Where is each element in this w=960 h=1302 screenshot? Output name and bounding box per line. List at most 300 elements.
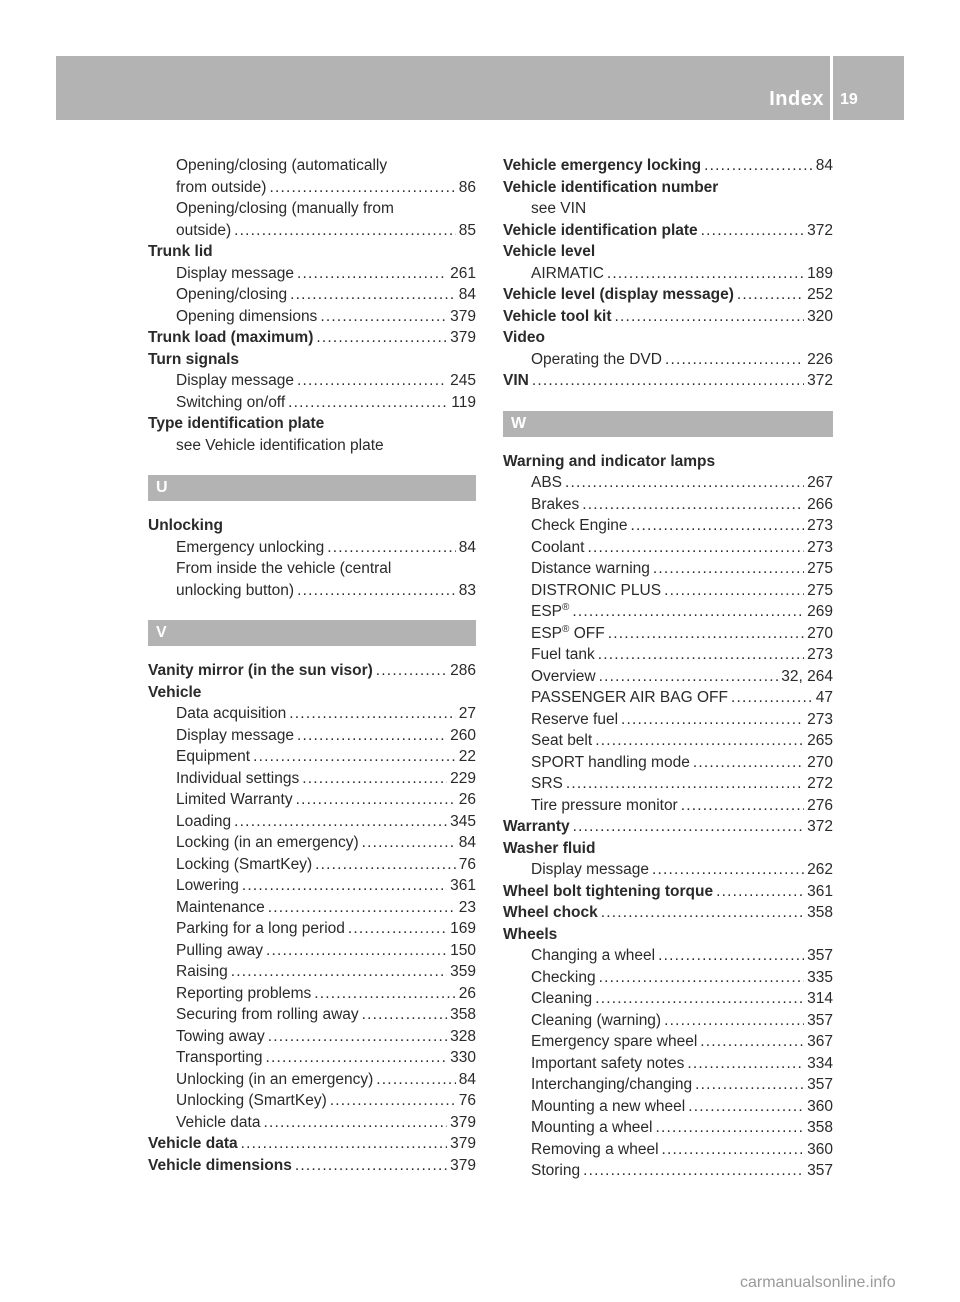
leader-dots (688, 1096, 804, 1118)
leader-dots (302, 768, 447, 790)
entry-label-text: Important safety notes (531, 1054, 685, 1072)
entry-label (531, 666, 596, 688)
page-reference[interactable]: 84 (458, 538, 476, 556)
leader-dots (532, 370, 804, 392)
entry-label (531, 1160, 580, 1182)
index-subentry[interactable] (148, 1004, 476, 1026)
page-reference[interactable]: 169 (450, 920, 476, 937)
leader-dots (348, 918, 447, 940)
index-subentry[interactable] (503, 988, 833, 1010)
entry-label (503, 838, 595, 860)
page-reference[interactable]: 360 (807, 1097, 833, 1115)
entry-label-text: Vehicle identification plate (503, 221, 698, 239)
index-subentry[interactable] (503, 623, 833, 645)
page-reference[interactable]: 330 (450, 1049, 476, 1066)
index-heading[interactable] (148, 660, 476, 682)
leader-dots (693, 752, 804, 774)
leader-dots (295, 1155, 447, 1177)
page-reference[interactable]: 275 (807, 560, 833, 577)
entry-label-text: ESP (531, 624, 563, 642)
leader-dots (731, 687, 813, 709)
index-subentry[interactable] (148, 811, 476, 833)
index-heading[interactable] (148, 413, 476, 435)
index-subentry[interactable] (148, 1026, 476, 1048)
entry-label-text: Storing (531, 1162, 581, 1179)
page-reference[interactable]: 335 (807, 968, 833, 986)
entry-label-text: outside) (176, 221, 232, 239)
entry-label-text: Brakes (531, 495, 580, 513)
index-heading[interactable] (148, 515, 476, 537)
entry-label (531, 730, 592, 752)
entry-label (176, 811, 231, 833)
page-reference[interactable]: 270 (807, 624, 833, 642)
entry-label (531, 263, 604, 285)
index-subentry[interactable] (503, 945, 833, 967)
index-subentry[interactable] (503, 709, 833, 731)
page-reference[interactable]: 273 (807, 538, 833, 556)
leader-dots (631, 515, 805, 537)
index-heading[interactable] (503, 838, 833, 860)
leader-dots (704, 155, 813, 177)
page-reference[interactable]: 273 (807, 517, 833, 534)
entry-label (176, 961, 228, 983)
page-reference[interactable]: 245 (450, 372, 476, 389)
index-subentry[interactable] (503, 198, 833, 220)
page-reference[interactable]: 361 (807, 882, 833, 900)
page-reference[interactable]: 286 (450, 662, 476, 679)
index-subentry[interactable] (503, 730, 833, 752)
page-reference[interactable]: 367 (807, 1033, 833, 1050)
page-reference[interactable]: 379 (450, 329, 476, 346)
index-subentry[interactable] (503, 752, 833, 774)
index-heading[interactable] (503, 155, 833, 177)
index-heading[interactable] (503, 924, 833, 946)
index-subentry[interactable] (148, 768, 476, 790)
page-reference[interactable]: 27 (458, 705, 476, 722)
entry-label-text: Checking (531, 968, 596, 986)
entry-label-text: ESP (531, 603, 563, 620)
page-reference[interactable]: 273 (807, 710, 833, 728)
index-subentry[interactable] (503, 580, 833, 602)
entry-label (503, 881, 713, 903)
leader-dots (314, 983, 455, 1005)
page-reference[interactable]: 372 (807, 372, 833, 389)
page-reference[interactable]: 26 (458, 791, 476, 808)
index-subentry[interactable] (503, 349, 833, 371)
page-reference[interactable]: 84 (815, 157, 833, 174)
index-subentry[interactable] (503, 644, 833, 666)
page-reference[interactable]: 26 (458, 984, 476, 1002)
leader-dots (253, 746, 456, 768)
entry-label (176, 580, 294, 602)
entry-label-text: Trunk load (maximum) (148, 329, 314, 346)
entry-label-text: ABS (531, 474, 563, 491)
page-reference[interactable]: 270 (807, 753, 833, 771)
page-reference[interactable]: 359 (450, 963, 476, 980)
index-subentry[interactable] (148, 940, 476, 962)
page-reference[interactable]: 84 (458, 834, 476, 851)
entry-label (531, 1010, 661, 1032)
leader-dots (662, 1139, 805, 1161)
index-subentry[interactable] (503, 795, 833, 817)
page-reference[interactable]: 358 (807, 904, 833, 921)
entry-label (531, 795, 678, 817)
entry-label-text: Raising (176, 963, 228, 980)
entry-label (531, 537, 584, 559)
entry-label-text: Lowering (176, 877, 239, 894)
entry-label-text: Mounting a new wheel (531, 1097, 686, 1115)
entry-label-text: from outside) (176, 178, 267, 196)
leader-dots (296, 789, 456, 811)
page-reference[interactable]: 47 (815, 689, 833, 706)
entry-label-text: Coolant (531, 538, 585, 556)
entry-label (531, 558, 650, 580)
index-subentry[interactable] (148, 875, 476, 897)
entry-label (176, 155, 387, 177)
page-reference[interactable]: 360 (807, 1140, 833, 1158)
index-subentry[interactable] (503, 1010, 833, 1032)
entry-label (176, 983, 311, 1005)
entry-label-text: Reserve fuel (531, 710, 619, 728)
index-subentry[interactable] (148, 918, 476, 940)
entry-label-text: Turn signals (148, 350, 240, 368)
entry-label (531, 1053, 684, 1075)
entry-label-text: From inside the vehicle (central (176, 560, 392, 577)
index-subentry[interactable] (148, 703, 476, 725)
leader-dots (587, 537, 804, 559)
entry-label-text: Video (503, 329, 545, 346)
page-reference[interactable]: 76 (458, 855, 476, 873)
index-subentry[interactable] (148, 537, 476, 559)
index-subentry[interactable] (503, 472, 833, 494)
entry-label-text: PASSENGER AIR BAG OFF (531, 689, 728, 706)
page-reference[interactable]: 189 (807, 264, 833, 282)
leader-dots (231, 961, 447, 983)
page-reference[interactable]: 275 (807, 581, 833, 599)
entry-label-text: Wheels (503, 925, 558, 943)
index-subentry[interactable] (148, 284, 476, 306)
page-reference[interactable]: 76 (458, 1092, 476, 1109)
index-subentry[interactable] (503, 859, 833, 881)
leader-dots (608, 623, 804, 645)
entry-label (148, 241, 213, 263)
index-subentry[interactable] (148, 177, 476, 199)
page-reference[interactable]: 252 (807, 286, 833, 303)
index-heading[interactable] (148, 241, 476, 263)
page-reference[interactable]: 372 (807, 221, 833, 239)
index-subentry[interactable] (148, 1090, 476, 1112)
entry-label-text: Limited Warranty (176, 791, 293, 808)
page-reference[interactable]: 273 (807, 646, 833, 663)
entry-label (531, 945, 655, 967)
index-heading[interactable] (503, 220, 833, 242)
entry-label-text: Vehicle emergency locking (503, 157, 702, 174)
entry-label (503, 327, 545, 349)
page-reference[interactable]: 320 (807, 307, 833, 325)
entry-label (503, 306, 612, 328)
leader-dots (737, 284, 804, 306)
index-subentry[interactable] (148, 854, 476, 876)
entry-label-text: Opening/closing (176, 286, 288, 303)
index-subentry[interactable] (148, 220, 476, 242)
entry-label-text: Type identification plate (148, 415, 325, 432)
page-reference[interactable]: 328 (450, 1027, 476, 1045)
entry-label-text: Switching on/off (176, 393, 286, 411)
index-subentry[interactable] (503, 666, 833, 688)
leader-dots (288, 392, 448, 414)
page-reference[interactable]: 372 (807, 818, 833, 835)
page-reference[interactable]: 357 (807, 947, 833, 964)
page-reference[interactable]: 334 (807, 1054, 833, 1072)
index-subentry[interactable] (503, 601, 833, 623)
entry-label-text: VIN (503, 372, 529, 389)
page-reference[interactable]: 357 (807, 1076, 833, 1093)
index-heading[interactable] (503, 370, 833, 392)
page-reference[interactable]: 23 (458, 898, 476, 916)
page-reference[interactable]: 83 (458, 581, 476, 599)
entry-label (176, 897, 265, 919)
page-reference[interactable]: 358 (450, 1006, 476, 1023)
leader-dots (607, 263, 804, 285)
entry-label (531, 1096, 685, 1118)
entry-label (176, 558, 391, 580)
index-subentry[interactable] (148, 580, 476, 602)
index-subentry[interactable] (148, 832, 476, 854)
index-subentry[interactable] (503, 1160, 833, 1182)
entry-label-text: Removing a wheel (531, 1140, 659, 1158)
entry-label-text: Vehicle data (176, 1113, 261, 1131)
index-heading[interactable] (503, 451, 833, 473)
leader-dots (598, 644, 804, 666)
index-subentry[interactable] (148, 1112, 476, 1134)
entry-label-text: Washer fluid (503, 839, 596, 857)
index-subentry[interactable] (148, 306, 476, 328)
leader-dots (664, 580, 804, 602)
page-reference[interactable]: 358 (807, 1119, 833, 1136)
entry-label-text: Distance warning (531, 560, 650, 577)
entry-label (176, 768, 299, 790)
page-reference[interactable]: 345 (450, 812, 476, 830)
index-subentry[interactable] (148, 725, 476, 747)
page-reference[interactable]: 379 (450, 1135, 476, 1152)
entry-label-text: AIRMATIC (531, 264, 604, 282)
index-subentry[interactable] (148, 1047, 476, 1069)
entry-label-text: Individual settings (176, 769, 300, 787)
leader-dots (265, 1047, 447, 1069)
leader-dots (599, 666, 779, 688)
leader-dots (687, 1053, 804, 1075)
entry-label (176, 940, 263, 962)
leader-dots (268, 1026, 447, 1048)
index-subentry[interactable] (503, 1117, 833, 1139)
entry-label-text: Vehicle level (display message) (503, 286, 734, 303)
page-reference[interactable]: 262 (807, 861, 833, 878)
leader-dots (601, 902, 804, 924)
index-subentry[interactable] (148, 155, 476, 177)
leader-dots (695, 1074, 804, 1096)
leader-dots (376, 660, 447, 682)
index-subentry[interactable] (503, 1096, 833, 1118)
leader-dots (681, 795, 804, 817)
entry-label (176, 918, 345, 940)
leader-dots (297, 263, 447, 285)
index-heading[interactable] (148, 682, 476, 704)
entry-label (176, 220, 231, 242)
index-subentry[interactable] (148, 370, 476, 392)
entry-label (148, 660, 373, 682)
leader-dots (362, 832, 456, 854)
entry-label (176, 1004, 359, 1026)
index-subentry[interactable] (148, 263, 476, 285)
entry-label-text: Data acquisition (176, 705, 287, 722)
leader-dots (330, 1090, 456, 1112)
index-subentry[interactable] (503, 773, 833, 795)
page-reference[interactable]: 357 (807, 1162, 833, 1179)
entry-label-text: Equipment (176, 748, 251, 765)
entry-label (531, 1117, 653, 1139)
page-reference[interactable]: 276 (807, 796, 833, 814)
entry-label (176, 746, 250, 768)
entry-label (148, 1155, 292, 1177)
index-heading[interactable] (503, 902, 833, 924)
entry-label (148, 349, 239, 371)
page-reference[interactable]: 229 (450, 769, 476, 787)
entry-label-text: Unlocking (SmartKey) (176, 1092, 327, 1109)
entry-label (148, 515, 223, 537)
index-subentry[interactable] (503, 515, 833, 537)
entry-label (531, 349, 662, 371)
index-subentry[interactable] (148, 558, 476, 580)
page-reference[interactable]: 86 (458, 178, 476, 196)
watermark: carmanualsonline.info (740, 1274, 896, 1291)
page-reference[interactable]: 361 (450, 877, 476, 894)
leader-dots (582, 494, 804, 516)
index-heading[interactable] (503, 327, 833, 349)
leader-dots (289, 703, 455, 725)
page-reference[interactable]: 379 (450, 1113, 476, 1131)
entry-label (531, 1031, 697, 1053)
page-reference[interactable]: 260 (450, 726, 476, 744)
index-subentry[interactable] (148, 392, 476, 414)
page-reference[interactable]: 314 (807, 990, 833, 1007)
entry-label (176, 832, 359, 854)
page-reference[interactable]: 272 (807, 775, 833, 792)
entry-label (176, 854, 312, 876)
entry-label-text: Transporting (176, 1049, 263, 1066)
index-subentry[interactable] (148, 897, 476, 919)
entry-label-text: Mounting a wheel (531, 1119, 653, 1136)
index-heading[interactable] (148, 327, 476, 349)
index-heading[interactable] (503, 816, 833, 838)
index-subentry[interactable] (503, 1074, 833, 1096)
entry-label-text: Warning and indicator lamps (503, 452, 716, 470)
index-heading[interactable] (148, 1133, 476, 1155)
index-heading[interactable] (503, 177, 833, 199)
page-reference[interactable]: 32, 264 (781, 667, 833, 685)
index-subentry[interactable] (148, 746, 476, 768)
page-reference[interactable]: 269 (807, 603, 833, 620)
leader-dots (572, 601, 804, 623)
leader-dots (595, 988, 804, 1010)
page-reference[interactable]: 84 (458, 1070, 476, 1088)
leader-dots (595, 730, 804, 752)
index-subentry[interactable] (148, 961, 476, 983)
entry-label (148, 682, 201, 704)
page-reference[interactable]: 22 (458, 748, 476, 765)
leader-dots (242, 875, 447, 897)
entry-label (531, 601, 569, 623)
index-subentry[interactable] (503, 967, 833, 989)
index-heading[interactable] (503, 306, 833, 328)
index-subentry[interactable] (148, 1069, 476, 1091)
entry-label-text: Unlocking (148, 517, 223, 534)
page-reference[interactable]: 266 (807, 495, 833, 513)
index-heading[interactable] (503, 881, 833, 903)
leader-dots (583, 1160, 804, 1182)
index-subentry[interactable] (148, 198, 476, 220)
entry-label (503, 816, 570, 838)
index-subentry[interactable] (148, 789, 476, 811)
index-column-left (148, 155, 476, 1176)
entry-label-text: Trunk lid (148, 243, 213, 260)
index-subentry[interactable] (503, 1053, 833, 1075)
page-reference[interactable]: 265 (807, 732, 833, 749)
leader-dots (573, 816, 805, 838)
entry-label-text: Securing from rolling away (176, 1006, 359, 1023)
index-heading[interactable] (503, 241, 833, 263)
index-heading[interactable] (148, 1155, 476, 1177)
page-reference[interactable]: 84 (458, 286, 476, 303)
index-subentry[interactable] (503, 558, 833, 580)
index-subentry[interactable] (503, 1139, 833, 1161)
entry-label (503, 155, 701, 177)
leader-dots (234, 220, 456, 242)
index-heading[interactable] (503, 284, 833, 306)
entry-label-text: Emergency spare wheel (531, 1033, 698, 1050)
page-reference[interactable]: 119 (451, 393, 476, 411)
page-reference[interactable]: 85 (458, 221, 476, 239)
entry-label-text: SRS (531, 775, 563, 792)
page-number: 19 (840, 91, 858, 108)
leader-dots (320, 306, 447, 328)
entry-label (531, 1074, 692, 1096)
entry-label-text: Unlocking (in an emergency) (176, 1070, 374, 1088)
registered-mark: ® (562, 601, 570, 613)
leader-dots (652, 859, 804, 881)
index-subentry[interactable] (503, 1031, 833, 1053)
page-title: Index (769, 88, 824, 110)
page-reference[interactable]: 357 (807, 1011, 833, 1029)
index-subentry[interactable] (148, 983, 476, 1005)
page-reference[interactable]: 379 (450, 307, 476, 325)
index-subentry[interactable] (148, 435, 476, 457)
page-reference[interactable]: 261 (450, 264, 476, 282)
index-heading[interactable] (148, 349, 476, 371)
entry-label-text: Display message (531, 861, 650, 878)
index-subentry[interactable] (503, 494, 833, 516)
page-reference[interactable]: 226 (807, 350, 833, 368)
entry-label (503, 284, 734, 306)
page-reference[interactable]: 150 (450, 941, 476, 959)
index-subentry[interactable] (503, 687, 833, 709)
page-reference[interactable]: 267 (807, 474, 833, 491)
page-reference[interactable]: 379 (450, 1156, 476, 1174)
section-letter-bar: V (148, 620, 476, 646)
index-subentry[interactable] (503, 537, 833, 559)
entry-label (503, 241, 595, 263)
leader-dots (269, 177, 455, 199)
index-subentry[interactable] (503, 263, 833, 285)
